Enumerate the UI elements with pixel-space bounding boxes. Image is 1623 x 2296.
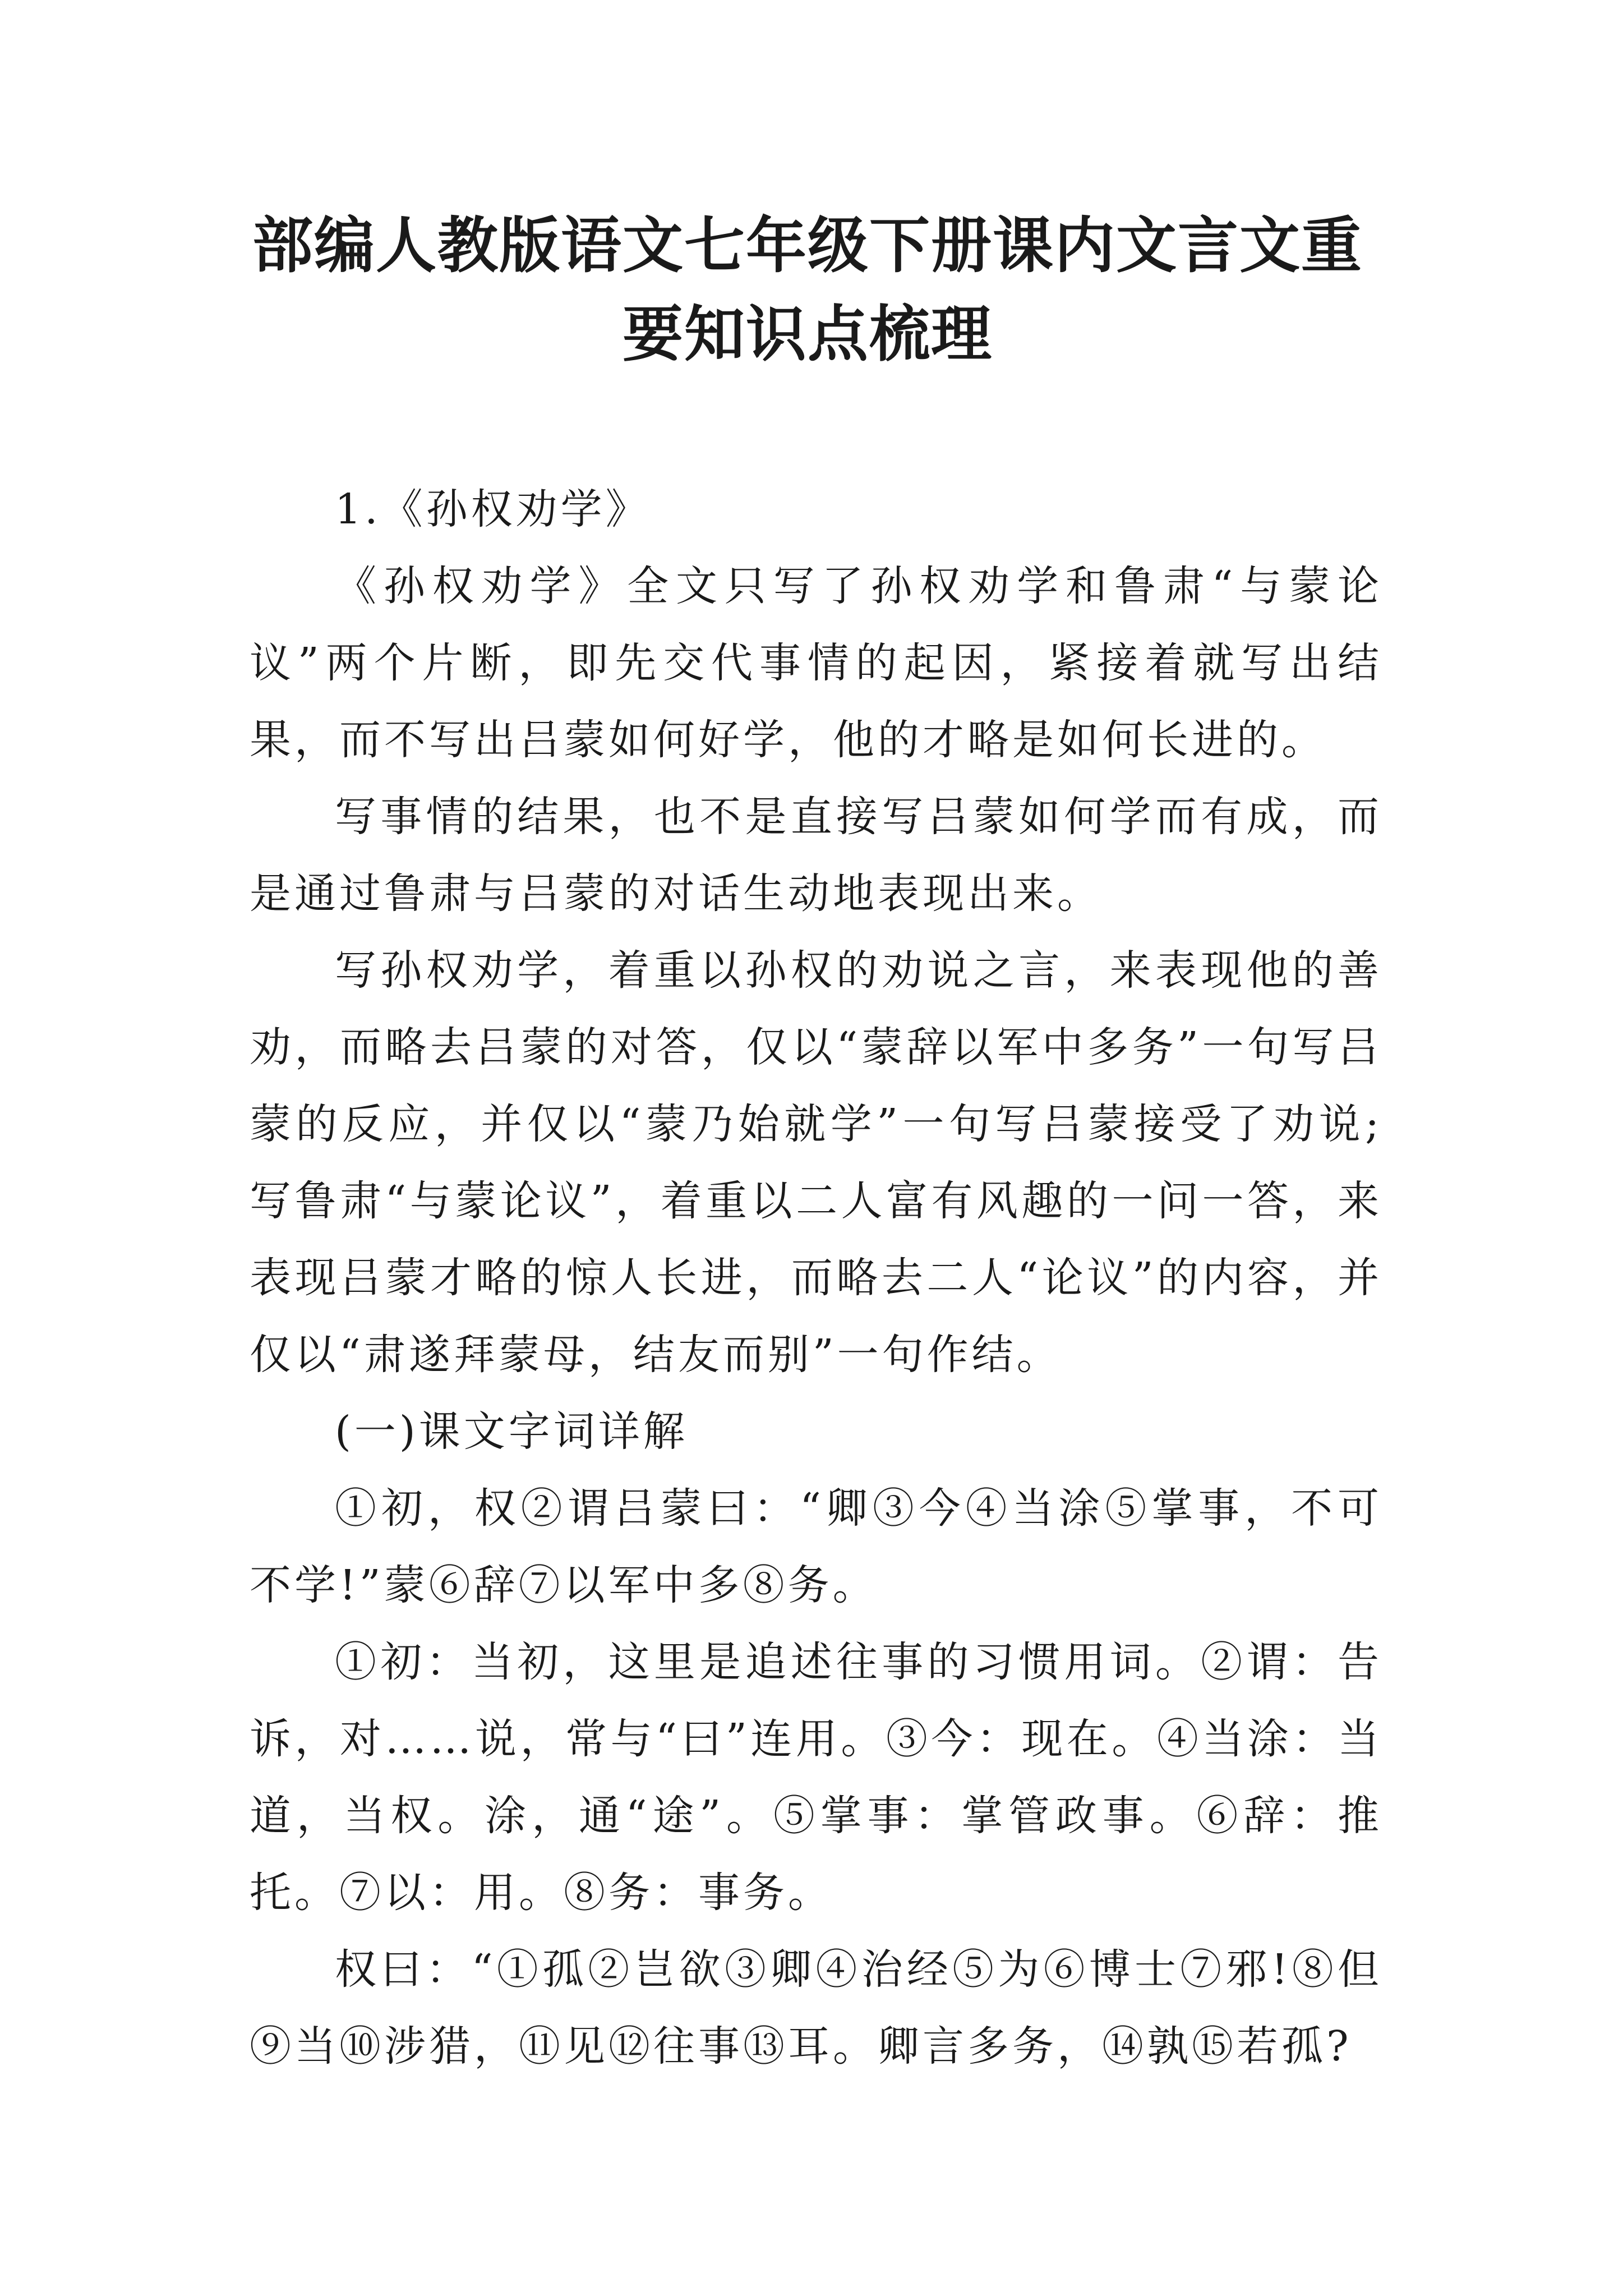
title-line-1: 部编人教版语文七年级下册课内文言文重	[252, 211, 1363, 281]
paragraph: 权曰：“①孤②岂欲③卿④治经⑤为⑥博士⑦邪!⑧但⑨当⑩涉猎，⑪见⑫往事⑬耳。卿言多务，⑭孰⑮若孤?	[250, 1945, 1382, 2070]
section-heading: 1.《孙权劝学》	[335, 485, 651, 533]
document-body	[250, 471, 1382, 2085]
title-line-2: 要知识点梳理	[622, 300, 993, 370]
paragraph: ①初：当初，这里是追述往事的习惯用词。②谓：告诉，对……说，常与“曰”连用。③今：现在。④当涂：当道，当权。涂，通“途”。⑤掌事：掌管政事。⑥辞：推托。⑦以：用。⑧务：事务。	[250, 1638, 1382, 1917]
document-title	[236, 202, 1380, 379]
paragraph: 《孙权劝学》全文只写了孙权劝学和鲁肃“与蒙论议”两个片断，即先交代事情的起因，紧接着就写出结果，而不写出吕蒙如何好学，他的才略是如何长进的。	[250, 562, 1382, 764]
subsection-heading: (一)课文字词详解	[335, 1407, 688, 1456]
paragraph: 写事情的结果，也不是直接写吕蒙如何学而有成，而是通过鲁肃与吕蒙的对话生动地表现出来。	[250, 793, 1382, 918]
paragraph: ①初，权②谓吕蒙曰：“卿③今④当涂⑤掌事，不可不学!”蒙⑥辞⑦以军中多⑧务。	[250, 1484, 1382, 1609]
paragraph: 写孙权劝学，着重以孙权的劝说之言，来表现他的善劝，而略去吕蒙的对答，仅以“蒙辞以军中多务”一句写吕蒙的反应，并仅以“蒙乃始就学”一句写吕蒙接受了劝说;写鲁肃“与蒙论议”，着重以二人富有风趣的一问一答，来表现吕蒙才略的惊人长进，而略去二人“论议”的内容，并仅以“肃遂拜蒙母，结友而别”一句作结。	[250, 946, 1382, 1379]
